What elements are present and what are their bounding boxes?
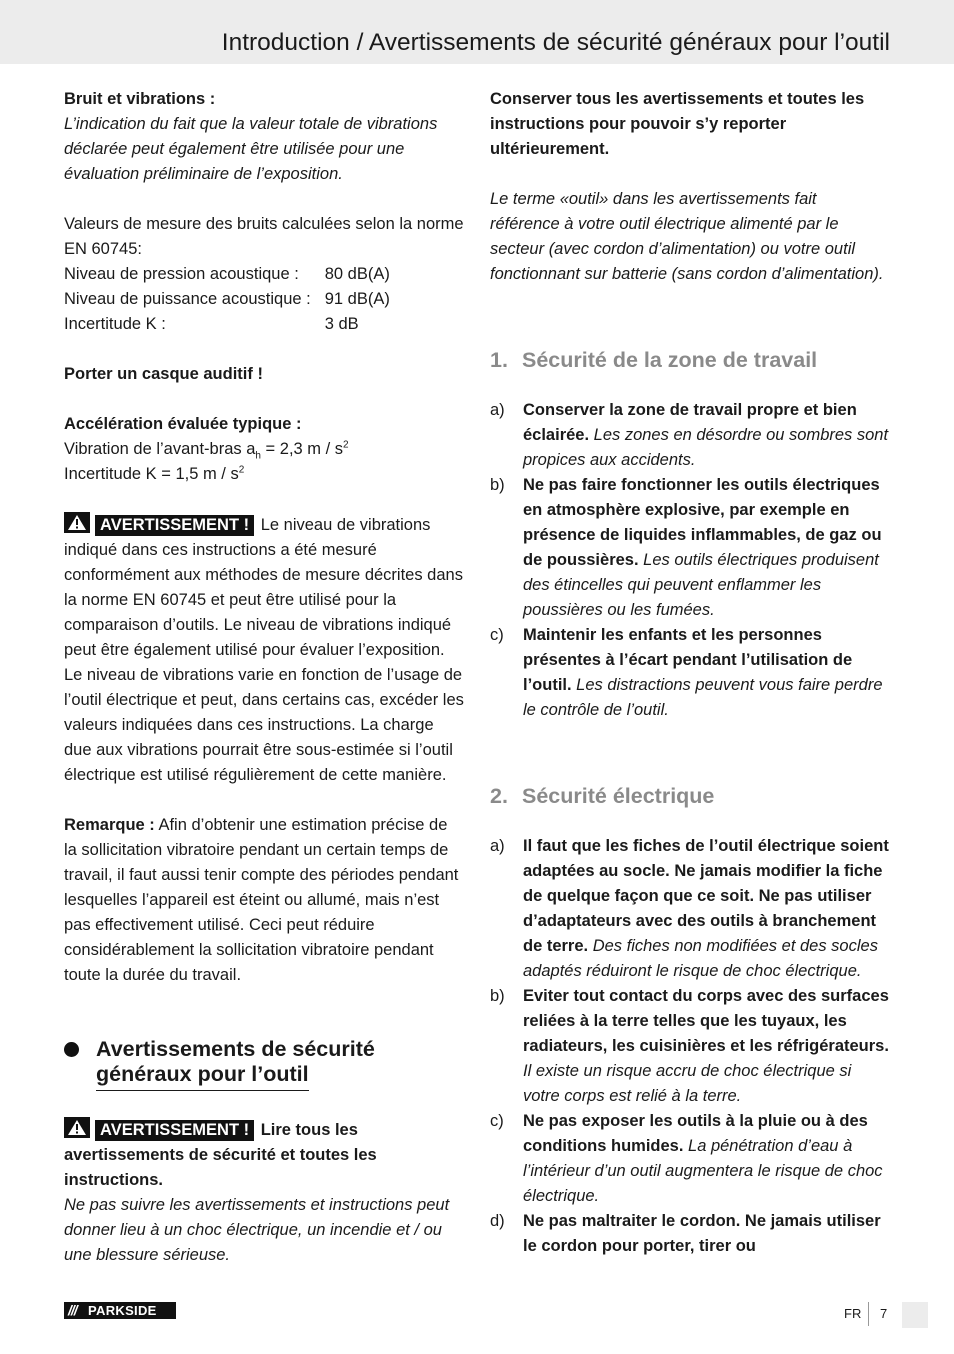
hearing-protection: Porter un casque auditif ! <box>64 365 263 383</box>
remark-label: Remarque : <box>64 816 155 834</box>
list-item: c) Maintenir les enfants et les personnes présentes à l’écart pendant l’utilisation de l’outil. Les distractions peuvent vous faire perdre le contrôle de l’outil. <box>490 626 883 719</box>
table-row <box>64 312 390 337</box>
list-item: a) Conserver la zone de travail propre et bien éclairée. Les zones en désordre ou sombres sont propices aux accidents. <box>490 401 889 469</box>
language-code: FR <box>844 1306 862 1321</box>
footer-tab-marker <box>902 1302 928 1328</box>
list-item: a) Il faut que les fiches de l’outil électrique soient adaptées au socle. Ne jamais modifier la fiche de quelque façon que ce soit. Ne pas utiliser d’adaptateurs avec des outils à branchement de terre. Des fiches non modifiées et des socles adaptés réduiront le risque de choc électrique. <box>490 837 889 980</box>
warning-badge: AVERTISSEMENT ! <box>95 1120 254 1141</box>
list-item: c) Ne pas exposer les outils à la pluie ou à des conditions humides. La pénétration d’eau à l’intérieur d’un outil augmentera le risque de choc électrique. <box>490 1112 883 1205</box>
keep-instructions: Conserver tous les avertissements et toutes les instructions pour pouvoir s’y reporter ultérieurement. <box>490 90 865 158</box>
section-heading-electrical: 2. Sécurité électrique <box>490 784 715 808</box>
noise-values-table <box>64 262 390 337</box>
measure-intro: Valeurs de mesure des bruits calculées selon la norme EN 60745: <box>64 215 464 258</box>
warning-triangle-icon <box>64 1117 90 1138</box>
warning-read-all-text: Lire tous les avertissements de sécurité et toutes les instructions. <box>64 1121 377 1189</box>
warning-text: Le niveau de vibrations indiqué dans ces instructions a été mesuré conformément aux méthodes de mesure décrites dans la norme EN 60745 et peut être utilisé pour la comparaison d’outils. Le niveau de vibrations indiqué peut être également utilisé pour évaluer l’exposition. Le niveau de vibrations varie en fonction de l’usage de l’outil électrique et peut, dans certains cas, excéder les valeurs indiquées dans ces instructions. La charge due aux vibrations pourrait être sous-estimée si l’outil électrique est utilisé régulièrement de cette manière. <box>64 516 464 784</box>
page-title: Introduction / Avertissements de sécurité généraux pour l’outil <box>221 29 890 56</box>
value-number: 3 dB <box>324 315 359 333</box>
section-heading-general-safety: Avertissements de sécurité généraux pour l’outil <box>64 1037 464 1091</box>
footer-divider <box>868 1302 869 1326</box>
bullet-icon <box>64 1042 79 1057</box>
tool-term-definition: Le terme «outil» dans les avertissements fait référence à votre outil électrique alimenté par le secteur (avec cordon d’alimentation) ou votre outil fonctionnant sur batterie (sans cordon d’alimentation). <box>490 190 884 283</box>
accel-heading: Accélération évaluée typique : <box>64 415 302 433</box>
left-column <box>64 87 464 1268</box>
vibration-value: Vibration de l’avant-bras $a_h = 2,3$ m / $s^2$ <box>64 439 349 462</box>
parkside-logo: /// PARKSIDE <box>64 1302 176 1319</box>
table-row <box>64 262 390 287</box>
value-number: 91 dB(A) <box>324 290 390 308</box>
remark-text: Afin d’obtenir une estimation précise de la sollicitation vibratoire pendant un certain temps de travail, il faut aussi tenir compte des périodes pendant lesquelles l’appareil est éteint ou allumé, mais n’est pas effectivement utilisé. Ceci peut réduire considérablement la sollicitation vibratoire pendant toute la durée du travail. <box>64 816 459 984</box>
value-label: Niveau de puissance acoustique : <box>64 290 311 308</box>
noise-note: L’indication du fait que la valeur totale de vibrations déclarée peut également être utilisée pour une évaluation préliminaire de l’exposition. <box>64 115 438 183</box>
uncertainty-value: Incertitude K = 1,5 m / $s^2$ <box>64 464 245 483</box>
list-item: b) Eviter tout contact du corps avec des surfaces reliées à la terre telles que les tuyaux, les radiateurs, les cuisinières et les réfrigérateurs. Il existe un risque accru de choc électrique si votre corps est relié à la terre. <box>490 987 889 1105</box>
warning-badge: AVERTISSEMENT ! <box>95 515 254 536</box>
list-item: d) Ne pas maltraiter le cordon. Ne jamais utiliser le cordon pour porter, tirer ou <box>490 1212 881 1255</box>
warning-paragraph <box>64 512 464 788</box>
list-item: b) Ne pas faire fonctionner les outils électriques en atmosphère explosive, par exemple en présence de liquides inflammables, de gaz ou de poussières. Les outils électriques produisent des étincelles qui peuvent enflammer les poussières ou les fumées. <box>490 476 882 619</box>
warning-consequence: Ne pas suivre les avertissements et instructions peut donner lieu à un choc électrique, un incendie et / ou une blessure sérieuse. <box>64 1196 450 1264</box>
warning-triangle-icon <box>64 512 90 533</box>
noise-heading: Bruit et vibrations : <box>64 90 216 108</box>
remark-paragraph <box>64 813 464 988</box>
right-column <box>490 87 890 1259</box>
value-number: 80 dB(A) <box>324 265 390 283</box>
table-row <box>64 287 390 312</box>
value-label: Incertitude K : <box>64 315 166 333</box>
warning-read-all <box>64 1117 464 1193</box>
section-heading-work-area: 1. Sécurité de la zone de travail <box>490 348 818 372</box>
value-label: Niveau de pression acoustique : <box>64 265 299 283</box>
page-number: 7 <box>880 1306 888 1321</box>
